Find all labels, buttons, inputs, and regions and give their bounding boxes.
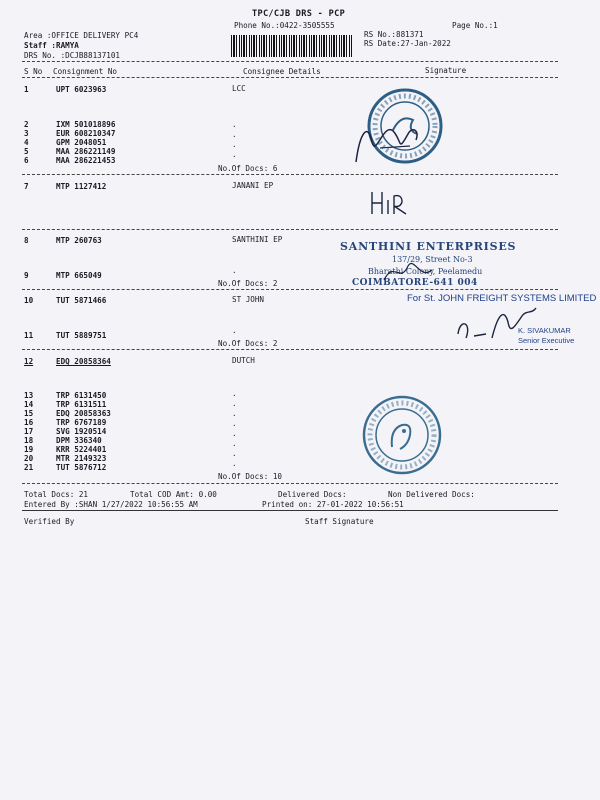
stjohn-stamp-person: K. SIVAKUMAR xyxy=(518,326,571,335)
row-sno: 3 xyxy=(24,129,29,138)
row-sno: 10 xyxy=(24,296,34,305)
page-number: Page No.:1 xyxy=(452,21,498,30)
consignment-number: IXM 501018896 xyxy=(56,120,116,129)
santhini-stamp-address: 137/29, Street No-3 xyxy=(392,255,473,264)
consignment-number: TUT 5871466 xyxy=(56,296,107,305)
header-divider xyxy=(22,61,558,62)
row-sno: 4 xyxy=(24,138,29,147)
row-sno: 17 xyxy=(24,427,34,436)
consignment-number: EDQ 20858364 xyxy=(56,357,111,366)
dot-marker: . xyxy=(232,439,237,448)
delivered-docs: Delivered Docs: xyxy=(278,490,347,499)
santhini-stamp-name: SANTHINI ENTERPRISES xyxy=(340,240,517,253)
row-sno: 14 xyxy=(24,400,34,409)
consignment-number: TRP 6131450 xyxy=(56,391,107,400)
area-label: Area :OFFICE DELIVERY PC4 xyxy=(24,31,139,40)
dot-marker: . xyxy=(232,120,237,129)
row-sno: 19 xyxy=(24,445,34,454)
row-sno: 7 xyxy=(24,182,29,191)
row-sno: 6 xyxy=(24,156,29,165)
group-divider xyxy=(22,174,558,175)
dot-marker: . xyxy=(232,266,237,275)
barcode xyxy=(231,35,353,57)
consignment-number: TRP 6767189 xyxy=(56,418,107,427)
non-delivered-docs: Non Delivered Docs: xyxy=(388,490,475,499)
dot-marker: . xyxy=(232,409,237,418)
row-sno: 13 xyxy=(24,391,34,400)
consignment-number: MAA 286221149 xyxy=(56,147,116,156)
santhini-stamp-city: COIMBATORE-641 004 xyxy=(352,278,478,288)
dot-marker: . xyxy=(232,419,237,428)
consignee-name: LCC xyxy=(232,84,246,93)
row-sno: 2 xyxy=(24,120,29,129)
consignment-number: TUT 5889751 xyxy=(56,331,107,340)
staff-label: Staff :RAMYA xyxy=(24,41,79,50)
row-sno: 11 xyxy=(24,331,34,340)
dot-marker: . xyxy=(232,459,237,468)
consignment-number: MTP 1127412 xyxy=(56,182,107,191)
footer-divider xyxy=(22,510,558,511)
row-sno: 20 xyxy=(24,454,34,463)
group-divider xyxy=(22,289,558,290)
dot-marker: . xyxy=(232,326,237,335)
docs-count: No.Of Docs: 10 xyxy=(218,472,283,481)
handwritten-signature xyxy=(350,112,440,172)
docs-count: No.Of Docs: 2 xyxy=(218,339,278,348)
consignment-number: GPM 2048051 xyxy=(56,138,107,147)
dot-marker: . xyxy=(232,389,237,398)
row-sno: 1 xyxy=(24,85,29,94)
row-sno: 9 xyxy=(24,271,29,280)
verified-by: Verified By xyxy=(24,517,75,526)
group-divider xyxy=(22,483,558,484)
dot-marker: . xyxy=(232,140,237,149)
row-sno: 5 xyxy=(24,147,29,156)
consignee-name: SANTHINI EP xyxy=(232,235,283,244)
dot-marker: . xyxy=(232,130,237,139)
group-divider xyxy=(22,349,558,350)
santhini-signature xyxy=(380,256,440,286)
column-sno: S No xyxy=(24,67,43,76)
group-divider xyxy=(22,229,558,230)
rs-date: RS Date:27-Jan-2022 xyxy=(364,39,451,48)
total-docs: Total Docs: 21 xyxy=(24,490,89,499)
drs-number: DRS No. :DCJB88137101 xyxy=(24,51,121,60)
stjohn-stamp-company: For St. JOHN FREIGHT SYSTEMS LIMITED xyxy=(407,293,597,304)
consignment-number: MTR 2149323 xyxy=(56,454,107,463)
printed-on: Printed on: 27-01-2022 10:56:51 xyxy=(262,500,404,509)
row-sno: 12 xyxy=(24,357,34,366)
handwritten-mark xyxy=(368,188,418,218)
consignment-number: MAA 286221453 xyxy=(56,156,116,165)
entered-by: Entered By :SHAN 1/27/2022 10:56:55 AM xyxy=(24,500,198,509)
dot-marker: . xyxy=(232,399,237,408)
consignee-name: ST JOHN xyxy=(232,295,265,304)
phone-number: Phone No.:0422-3505555 xyxy=(234,21,335,30)
consignment-number: UPT 6023963 xyxy=(56,85,107,94)
row-sno: 18 xyxy=(24,436,34,445)
document-title: TPC/CJB DRS - PCP xyxy=(252,9,346,19)
consignment-number: EDQ 20858363 xyxy=(56,409,111,418)
stjohn-signature xyxy=(452,304,542,344)
consignment-number: MTP 665049 xyxy=(56,271,102,280)
consignment-number: MTP 260763 xyxy=(56,236,102,245)
column-divider xyxy=(22,77,558,78)
dot-marker: . xyxy=(232,429,237,438)
stjohn-stamp-title: Senior Executive xyxy=(518,336,575,345)
dutch-plantin-seal-stamp xyxy=(360,393,444,477)
column-consignment: Consignment No xyxy=(53,67,118,76)
rs-number: RS No.:881371 xyxy=(364,30,424,39)
dot-marker: . xyxy=(232,150,237,159)
column-signature: Signature xyxy=(425,66,467,75)
consignment-number: SVG 1920514 xyxy=(56,427,107,436)
column-consignee: Consignee Details xyxy=(243,67,321,76)
dot-marker: . xyxy=(232,449,237,458)
consignee-name: DUTCH xyxy=(232,356,255,365)
santhini-stamp-address: Bharathi Colony, Peelamedu xyxy=(368,267,483,276)
consignment-number: KRR 5224401 xyxy=(56,445,107,454)
consignment-number: EUR 608210347 xyxy=(56,129,116,138)
row-sno: 8 xyxy=(24,236,29,245)
staff-signature: Staff Signature xyxy=(305,517,374,526)
docs-count: No.Of Docs: 6 xyxy=(218,164,278,173)
total-cod-amount: Total COD Amt: 0.00 xyxy=(130,490,217,499)
consignment-number: TUT 5876712 xyxy=(56,463,107,472)
row-sno: 16 xyxy=(24,418,34,427)
consignee-name: JANANI EP xyxy=(232,181,274,190)
consignment-number: DPM 336340 xyxy=(56,436,102,445)
row-sno: 15 xyxy=(24,409,34,418)
row-sno: 21 xyxy=(24,463,34,472)
docs-count: No.Of Docs: 2 xyxy=(218,279,278,288)
consignment-number: TRP 6131511 xyxy=(56,400,107,409)
